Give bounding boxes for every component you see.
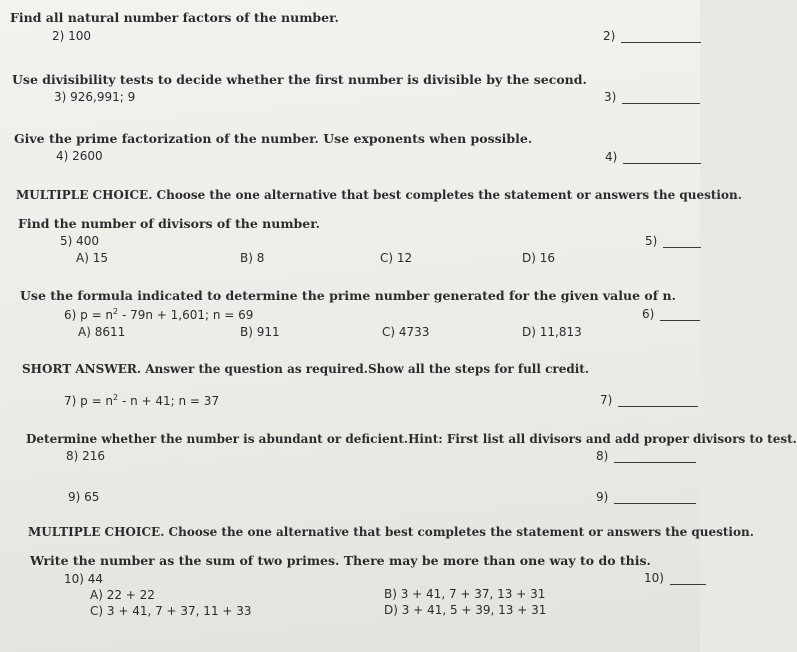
- q8-item: 8) 216: [66, 449, 106, 463]
- q5-item: 5) 400: [60, 234, 100, 248]
- q7-formula-end: - n + 41; n = 37: [118, 394, 220, 408]
- q2-heading: Find all natural number factors of the number.: [10, 10, 339, 25]
- q10-choice-c[interactable]: C) 3 + 41, 7 + 37, 11 + 33: [90, 604, 252, 618]
- q6-answer-label: 6): [642, 307, 655, 321]
- q9-answer-blank[interactable]: [596, 490, 696, 504]
- q7-answer-label: 7): [600, 393, 613, 407]
- q10-choice-b[interactable]: B) 3 + 41, 7 + 37, 13 + 31: [384, 587, 546, 601]
- q3-answer-label: 3): [604, 90, 617, 104]
- q6-choice-d[interactable]: D) 11,813: [522, 325, 582, 339]
- q6-choice-b[interactable]: B) 911: [240, 325, 280, 339]
- q2-answer-label: 2): [603, 29, 616, 43]
- q7-exponent: 2: [113, 393, 119, 402]
- q6-answer-blank[interactable]: [642, 307, 700, 321]
- q7-answer-blank[interactable]: [600, 393, 698, 407]
- q4-heading: Give the prime factorization of the number. Use exponents when possible.: [14, 131, 533, 146]
- q7-formula-start: 7) p = n: [64, 394, 114, 408]
- q5-heading: Find the number of divisors of the number.: [18, 216, 321, 231]
- mc1-section-heading: MULTIPLE CHOICE. Choose the one alternative that best completes the statement or answers the question.: [16, 188, 742, 202]
- q5-choice-c[interactable]: C) 12: [380, 251, 413, 265]
- q6-item: [64, 307, 253, 322]
- q10-heading: Write the number as the sum of two primes. There may be more than one way to do this.: [30, 553, 651, 568]
- q4-answer-blank[interactable]: [605, 150, 701, 164]
- q9-item: 9) 65: [68, 490, 100, 504]
- q3-item: 3) 926,991; 9: [54, 90, 136, 104]
- q8-answer-blank[interactable]: [596, 449, 696, 463]
- q10-answer-label: 10): [644, 571, 664, 585]
- q2-item: 2) 100: [52, 29, 92, 43]
- q5-answer-blank[interactable]: [645, 234, 701, 248]
- q5-answer-label: 5): [645, 234, 658, 248]
- q10-choice-a[interactable]: A) 22 + 22: [90, 588, 155, 602]
- q9-answer-label: 9): [596, 490, 609, 504]
- q6-formula-start: 6) p = n: [64, 308, 114, 322]
- mc2-section-heading: MULTIPLE CHOICE. Choose the one alternative that best completes the statement or answers the question.: [28, 525, 754, 539]
- q2-answer-blank[interactable]: [603, 29, 701, 43]
- q5-choice-d[interactable]: D) 16: [522, 251, 556, 265]
- q6-heading: Use the formula indicated to determine the prime number generated for the given value of n.: [20, 288, 676, 303]
- q3-answer-blank[interactable]: [604, 90, 700, 104]
- q4-item: 4) 2600: [56, 149, 103, 163]
- q8-answer-label: 8): [596, 449, 609, 463]
- q6-exponent: 2: [113, 307, 119, 316]
- q7-item: [64, 393, 219, 408]
- q10-item: 10) 44: [64, 572, 104, 586]
- q8-heading: Determine whether the number is abundant or deficient.Hint: First list all divisors and add proper divisors to test.: [26, 432, 797, 446]
- short-answer-heading: SHORT ANSWER. Answer the question as required.Show all the steps for full credit.: [22, 362, 590, 376]
- q5-choice-b[interactable]: B) 8: [240, 251, 265, 265]
- q10-choice-d[interactable]: D) 3 + 41, 5 + 39, 13 + 31: [384, 603, 547, 617]
- q6-formula-end: - 79n + 1,601; n = 69: [118, 308, 254, 322]
- q6-choice-c[interactable]: C) 4733: [382, 325, 430, 339]
- q6-choice-a[interactable]: A) 8611: [78, 325, 126, 339]
- q10-answer-blank[interactable]: [644, 571, 706, 585]
- q4-answer-label: 4): [605, 150, 618, 164]
- q5-choice-a[interactable]: A) 15: [76, 251, 108, 265]
- q3-heading: Use divisibility tests to decide whether the first number is divisible by the second.: [12, 72, 587, 87]
